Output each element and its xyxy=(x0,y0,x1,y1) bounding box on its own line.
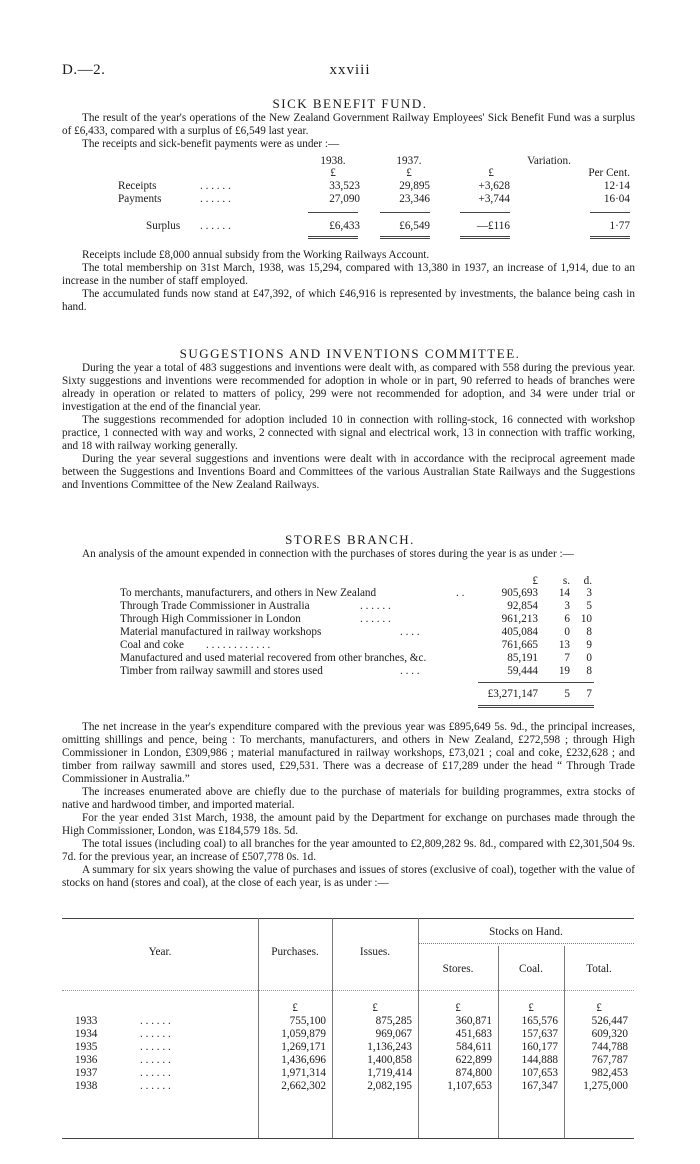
sick-para-3: Receipts include £8,000 annual subsidy from the Working Railways Account. xyxy=(82,249,430,261)
col-per-cent: Per Cent. xyxy=(588,167,630,179)
pound-sign: £ xyxy=(455,1002,461,1014)
surplus-pct: 1·77 xyxy=(609,220,630,232)
summary-year: 1937 xyxy=(75,1067,98,1079)
stores-row-pence: 5 xyxy=(586,600,592,612)
stores-row-label: Timber from railway sawmill and stores used xyxy=(120,665,323,677)
document-reference: D.—2. xyxy=(62,62,106,78)
summary-year: 1936 xyxy=(75,1054,98,1066)
leader-dots: . . . . . . xyxy=(140,1067,171,1079)
summary-purchases: 755,100 xyxy=(289,1015,326,1027)
stores-row-pence: 8 xyxy=(586,626,592,638)
stores-row-shillings: 14 xyxy=(558,587,570,599)
summary-stores: 874,800 xyxy=(455,1067,492,1079)
summary-purchases: 1,059,879 xyxy=(281,1028,326,1040)
summary-purchases: 1,436,696 xyxy=(281,1054,326,1066)
summary-year: 1935 xyxy=(75,1041,98,1053)
leader-dots: . . . . . . xyxy=(200,193,231,205)
col-purchases: Purchases. xyxy=(271,946,319,958)
stores-row-pence: 0 xyxy=(586,652,592,664)
leader-dots: . . xyxy=(456,587,465,599)
sick-para-2: The receipts and sick-benefit payments were as under :— xyxy=(82,138,340,150)
pound-sign: £ xyxy=(330,167,336,179)
col-issues: Issues. xyxy=(359,946,391,958)
summary-stores: 584,611 xyxy=(456,1041,492,1053)
row-surplus-label: Surplus xyxy=(146,220,181,232)
stores-total-shillings: 5 xyxy=(564,688,570,700)
payments-1937: 23,346 xyxy=(399,193,430,205)
stores-body xyxy=(62,721,635,890)
summary-issues: 2,082,195 xyxy=(367,1080,412,1092)
leader-dots: . . . . . . xyxy=(360,613,391,625)
payments-pct: 16·04 xyxy=(603,193,630,205)
summary-stores: 451,683 xyxy=(455,1028,492,1040)
suggestions-para-1: During the year a total of 483 suggestions and inventions were dealt with, as compared with 558 during the previous year. Sixty suggestions and inventions were recommended for adoption in whole or in part, 90 referred to heads of branches were already in operation or related to matters of policy, 299 were not recommended for adoption, and 34 were under trial or investigation at the end of the financial year. xyxy=(62,362,635,413)
stores-para-3: For the year ended 31st March, 1938, the amount paid by the Department for exchange on purchases made through the High Commissioner, London, was £184,579 18s. 5d. xyxy=(62,812,635,837)
summary-purchases: 1,269,171 xyxy=(281,1041,326,1053)
page-number: xxviii xyxy=(329,62,371,78)
surplus-1938: £6,433 xyxy=(329,220,360,232)
summary-purchases: 1,971,314 xyxy=(281,1067,326,1079)
receipts-variation: +3,628 xyxy=(478,180,510,192)
summary-total: 767,787 xyxy=(591,1054,628,1066)
leader-dots: . . . . . . xyxy=(140,1080,171,1092)
col-stocks-on-hand: Stocks on Hand. xyxy=(489,926,563,938)
stores-row-pounds: 761,665 xyxy=(501,639,538,651)
summary-total: 609,320 xyxy=(591,1028,628,1040)
stores-row-shillings: 3 xyxy=(564,600,570,612)
pound-sign: £ xyxy=(292,1002,298,1014)
col-shillings: s. xyxy=(562,575,570,587)
pound-sign: £ xyxy=(528,1002,534,1014)
sum-rule xyxy=(590,212,630,213)
col-year: Year. xyxy=(148,946,172,958)
sum-rule xyxy=(308,212,358,213)
summary-issues: 1,136,243 xyxy=(367,1041,412,1053)
sick-benefit-title: SICK BENEFIT FUND. xyxy=(272,96,428,111)
summary-coal: 144,888 xyxy=(521,1054,558,1066)
stores-row-pence: 3 xyxy=(586,587,592,599)
stores-intro-para: An analysis of the amount expended in connection with the purchases of stores during the year is as under :— xyxy=(82,548,574,560)
stores-row-pounds: 92,854 xyxy=(507,600,538,612)
pound-sign: £ xyxy=(596,1002,602,1014)
stores-row-label: Through High Commissioner in London xyxy=(120,613,301,625)
col-stores: Stores. xyxy=(442,963,474,975)
stores-row-shillings: 0 xyxy=(564,626,570,638)
stores-para-1: The net increase in the year's expenditure compared with the previous year was £895,649 5s. 9d., the principal increases, omitting shillings and pence, being : To merchants, manufacturers, and others in New Zealand, £272,598 ; through High Commissioner in London, £309,986 ; material manufactured in railway workshops, £73,021 ; coal and coke, £232,628 ; and timber from railway sawmill and stores used, £29,531. There was a decrease of £17,289 under the head “ Through Trade Commissioner in Australia.” xyxy=(62,721,635,785)
col-pounds: £ xyxy=(532,575,538,587)
payments-variation: +3,744 xyxy=(478,193,510,205)
suggestions-para-3: During the year several suggestions and inventions were dealt with in accordance with the reciprocal agreement made between the Suggestions and Inventions Board and Committees of the various Australian State Railways and the Suggestions and Inventions Committee of the New Zealand Railways. xyxy=(62,453,635,491)
row-payments-label: Payments xyxy=(118,193,162,205)
stores-row-shillings: 19 xyxy=(558,665,570,677)
col-1937: 1937. xyxy=(396,155,422,167)
sum-rule xyxy=(478,682,594,683)
receipts-1937: 29,895 xyxy=(399,180,430,192)
stores-row-pounds: 405,084 xyxy=(501,626,538,638)
leader-dots: . . . . . . xyxy=(200,220,231,232)
stores-row-pounds: 85,191 xyxy=(507,652,538,664)
col-total: Total. xyxy=(586,963,612,975)
leader-dots: . . . . . . . . . . . . xyxy=(206,639,271,651)
stores-row-label: To merchants, manufacturers, and others in New Zealand xyxy=(120,587,377,599)
sick-para-4: The total membership on 31st March, 1938, was 15,294, compared with 13,380 in 1937, an increase of 1,914, due to an increase in the number of staff employed. xyxy=(62,262,635,287)
leader-dots: . . . . xyxy=(400,626,420,638)
pound-sign: £ xyxy=(406,167,412,179)
table-bottom-rule xyxy=(62,1138,634,1139)
suggestions-title: SUGGESTIONS AND INVENTIONS COMMITTEE. xyxy=(179,346,521,361)
stores-row-shillings: 6 xyxy=(564,613,570,625)
sick-para-5: The accumulated funds now stand at £47,392, of which £46,916 is represented by investments, the balance being cash in hand. xyxy=(62,288,635,313)
summary-total: 982,453 xyxy=(591,1067,628,1079)
receipts-pct: 12·14 xyxy=(603,180,630,192)
suggestions-body xyxy=(62,362,635,492)
summary-stores: 1,107,653 xyxy=(447,1080,492,1092)
payments-1938: 27,090 xyxy=(329,193,360,205)
summary-issues: 1,400,858 xyxy=(367,1054,412,1066)
stores-row-pence: 9 xyxy=(586,639,592,651)
surplus-variation: —£116 xyxy=(476,220,510,232)
pound-sign: £ xyxy=(372,1002,378,1014)
stores-para-5: A summary for six years showing the value of purchases and issues of stores (exclusive of coal), together with the value of stocks on hand (stores and coal), at the close of each year, is as under :— xyxy=(62,864,635,889)
summary-issues: 1,719,414 xyxy=(367,1067,412,1079)
stores-row-pounds: 59,444 xyxy=(507,665,538,677)
summary-year: 1934 xyxy=(75,1028,98,1040)
summary-coal: 160,177 xyxy=(521,1041,558,1053)
stores-row-pence: 10 xyxy=(580,613,592,625)
stores-row-label: Material manufactured in railway workshops xyxy=(120,626,322,638)
summary-year: 1933 xyxy=(75,1015,98,1027)
sick-benefit-notes xyxy=(62,249,635,314)
total-rule xyxy=(478,705,594,708)
leader-dots: . . . . . . xyxy=(140,1041,171,1053)
summary-stores: 360,871 xyxy=(455,1015,492,1027)
summary-total: 1,275,000 xyxy=(583,1080,628,1092)
pound-sign: £ xyxy=(488,167,494,179)
leader-dots: . . . . . . xyxy=(140,1028,171,1040)
total-rule xyxy=(308,236,358,239)
sum-rule xyxy=(380,212,430,213)
leader-dots: . . . . . . xyxy=(140,1015,171,1027)
summary-coal: 157,637 xyxy=(521,1028,558,1040)
leader-dots: . . . . . . xyxy=(200,180,231,192)
stores-row-label: Through Trade Commissioner in Australia xyxy=(120,600,310,612)
stocks-span-rule xyxy=(418,943,634,944)
summary-stores: 622,899 xyxy=(455,1054,492,1066)
stores-total-pence: 7 xyxy=(586,688,592,700)
sick-benefit-intro xyxy=(62,112,635,151)
stores-row-shillings: 7 xyxy=(564,652,570,664)
leader-dots: . . . . . . xyxy=(360,600,391,612)
stores-para-4: The total issues (including coal) to all branches for the year amounted to £2,809,282 9s. 8d., compared with £2,301,504 9s. 7d. for the previous year, an increase of £507,778 0s. 1d. xyxy=(62,838,635,863)
summary-coal: 107,653 xyxy=(521,1067,558,1079)
col-coal: Coal. xyxy=(519,963,543,975)
col-variation: Variation. xyxy=(527,155,571,167)
summary-total: 744,788 xyxy=(591,1041,628,1053)
summary-issues: 875,285 xyxy=(375,1015,412,1027)
summary-total: 526,447 xyxy=(591,1015,628,1027)
stores-row-pounds: 961,213 xyxy=(501,613,538,625)
stores-row-shillings: 13 xyxy=(558,639,570,651)
summary-year: 1938 xyxy=(75,1080,98,1092)
stores-title: STORES BRANCH. xyxy=(285,532,415,547)
stores-row-label: Manufactured and used material recovered from other branches, &c. xyxy=(120,652,427,664)
receipts-1938: 33,523 xyxy=(329,180,360,192)
summary-coal: 167,347 xyxy=(521,1080,558,1092)
suggestions-para-2: The suggestions recommended for adoption included 10 in connection with rolling-stock, 16 connected with workshop practice, 1 connected with way and works, 2 connected with signal and electrical work, 13 in connection with traffic working, and 18 with railway working generally. xyxy=(62,414,635,452)
stores-total-pounds: £3,271,147 xyxy=(487,688,538,700)
table-top-rule xyxy=(62,918,634,919)
header-rule xyxy=(62,990,634,991)
total-rule xyxy=(380,236,430,239)
total-rule xyxy=(460,236,510,239)
surplus-1937: £6,549 xyxy=(399,220,430,232)
sick-para-1: The result of the year's operations of the New Zealand Government Railway Employees' Sick Benefit Fund was a surplus of £6,433, compared with a surplus of £6,549 last year. xyxy=(62,112,635,137)
row-receipts-label: Receipts xyxy=(118,180,157,192)
stores-intro xyxy=(62,548,635,561)
stores-row-pounds: 905,693 xyxy=(501,587,538,599)
stores-row-pence: 8 xyxy=(586,665,592,677)
total-rule xyxy=(590,236,630,239)
sum-rule xyxy=(460,212,510,213)
col-pence: d. xyxy=(583,575,592,587)
summary-issues: 969,067 xyxy=(375,1028,412,1040)
stores-para-2: The increases enumerated above are chiefly due to the purchase of materials for building programmes, extra stocks of native and hardwood timber, and imported material. xyxy=(62,786,635,811)
leader-dots: . . . . xyxy=(400,665,420,677)
summary-purchases: 2,662,302 xyxy=(281,1080,326,1092)
col-1938: 1938. xyxy=(320,155,346,167)
stores-row-label: Coal and coke xyxy=(120,639,184,651)
leader-dots: . . . . . . xyxy=(140,1054,171,1066)
summary-coal: 165,576 xyxy=(521,1015,558,1027)
